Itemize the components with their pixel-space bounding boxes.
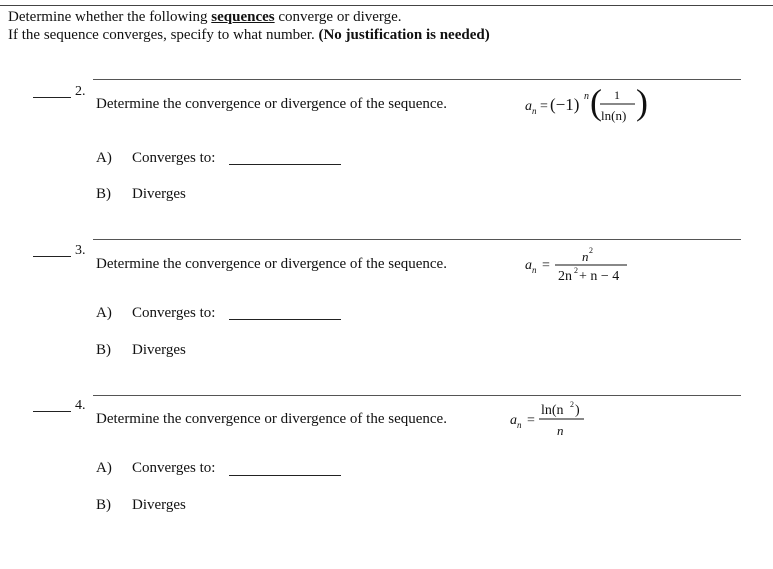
formula-q4 xyxy=(508,397,598,441)
formula-denominator: n xyxy=(557,423,564,438)
question-separator xyxy=(93,395,741,396)
formula-numerator-start: ln(n xyxy=(541,403,564,418)
formula-denominator-exponent: 2 xyxy=(574,266,578,275)
answer-blank[interactable] xyxy=(33,411,71,412)
option-b-letter: B) xyxy=(96,497,111,513)
question-separator xyxy=(93,239,741,240)
answer-blank[interactable] xyxy=(33,256,71,257)
instruction-line-1 xyxy=(8,9,402,26)
formula-lhs: a xyxy=(525,99,532,114)
option-a-text: Converges to: xyxy=(132,460,216,476)
option-a-text: Converges to: xyxy=(132,150,216,166)
formula-q2 xyxy=(523,83,653,129)
option-a-letter: A) xyxy=(96,305,112,321)
option-b-letter: B) xyxy=(96,342,111,358)
question-separator xyxy=(93,79,741,80)
formula-numerator-end: ) xyxy=(575,403,580,418)
question-number: 3. xyxy=(75,243,86,258)
formula-numerator-exponent: 2 xyxy=(570,400,574,409)
formula-exponent: n xyxy=(584,91,589,102)
option-a-letter: A) xyxy=(96,460,112,476)
instruction-text: Determine whether the following xyxy=(8,9,212,25)
sequence-formula xyxy=(523,242,633,291)
converges-to-blank[interactable] xyxy=(229,164,341,165)
converges-to-blank[interactable] xyxy=(229,319,341,320)
formula-base: (−1) xyxy=(550,95,580,114)
instruction-keyword: sequences xyxy=(211,9,275,25)
option-b-text: Diverges xyxy=(132,186,186,202)
formula-q3 xyxy=(523,242,633,286)
formula-lhs: a xyxy=(510,413,517,428)
converges-to-blank[interactable] xyxy=(229,475,341,476)
sequence-formula xyxy=(508,397,598,446)
formula-numerator-exponent: 2 xyxy=(589,246,593,255)
top-rule xyxy=(0,5,773,6)
formula-numerator-base: n xyxy=(582,249,589,264)
formula-lhs: a xyxy=(525,258,532,273)
formula-equals: = xyxy=(542,258,550,273)
question-prompt: Determine the convergence or divergence of the sequence. xyxy=(96,96,447,112)
formula-subscript: n xyxy=(517,420,522,430)
formula-equals: = xyxy=(527,413,535,428)
option-b-text: Diverges xyxy=(132,497,186,513)
formula-subscript: n xyxy=(532,265,537,275)
question-number: 2. xyxy=(75,84,86,99)
option-b-letter: B) xyxy=(96,186,111,202)
question-prompt: Determine the convergence or divergence of the sequence. xyxy=(96,256,447,272)
instruction-line-2 xyxy=(8,27,490,44)
instruction-text-end: converge or diverge. xyxy=(274,9,402,25)
formula-denominator: ln(n) xyxy=(601,108,627,123)
sequence-formula xyxy=(523,83,653,134)
question-prompt: Determine the convergence or divergence of the sequence. xyxy=(96,411,447,427)
answer-blank[interactable] xyxy=(33,97,71,98)
formula-equals: = xyxy=(540,99,548,114)
formula-open-paren: ( xyxy=(590,82,602,122)
option-a-text: Converges to: xyxy=(132,305,216,321)
formula-close-paren: ) xyxy=(636,82,648,122)
question-number: 4. xyxy=(75,398,86,413)
option-b-text: Diverges xyxy=(132,342,186,358)
instruction-note: (No justification is needed) xyxy=(318,27,490,43)
formula-numerator: 1 xyxy=(614,88,620,102)
formula-denominator-term: 2n xyxy=(558,269,572,284)
formula-subscript: n xyxy=(532,106,537,116)
option-a-letter: A) xyxy=(96,150,112,166)
instruction-text: If the sequence converges, specify to what number. xyxy=(8,27,319,43)
formula-denominator-rest: + n − 4 xyxy=(579,269,620,284)
